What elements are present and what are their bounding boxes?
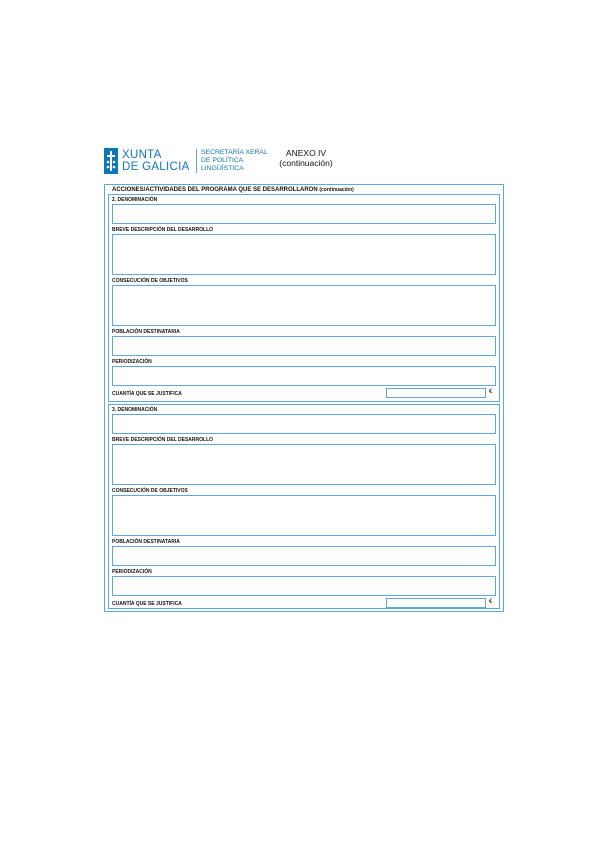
- xunta-emblem-icon: [104, 148, 118, 174]
- logo-line-1: XUNTA: [122, 149, 162, 161]
- section-title-text: ACCIONES/ACTIVIDADES DEL PROGRAMA QUE SE DESARROLLARON: [112, 187, 318, 193]
- periodizacion-field[interactable]: [112, 366, 496, 386]
- department-name: [201, 149, 268, 173]
- euro-symbol: €: [489, 389, 493, 395]
- cuantia-label: CUANTÍA QUE SE JUSTIFICA: [112, 601, 182, 607]
- objetivos-field[interactable]: [112, 285, 496, 326]
- annex-heading: [270, 149, 342, 168]
- periodizacion-label: PERIODIZACIÓN: [112, 359, 152, 365]
- poblacion-field[interactable]: [112, 546, 496, 566]
- logo-line-2: DE GALICIA: [122, 161, 190, 173]
- section-title-note: (continuación): [319, 187, 354, 193]
- euro-symbol: €: [489, 599, 493, 605]
- descripcion-label: BREVE DESCRIPCIÓN DEL DESARROLLO: [112, 227, 214, 233]
- periodizacion-label: PERIODIZACIÓN: [112, 569, 152, 575]
- denominacion-field[interactable]: [112, 204, 496, 224]
- logo-divider: [196, 149, 197, 173]
- section-title: [112, 187, 354, 193]
- cuantia-field[interactable]: [386, 598, 486, 608]
- dept-line-3: LINGÜÍSTICA: [201, 165, 244, 172]
- descripcion-label: BREVE DESCRIPCIÓN DEL DESARROLLO: [112, 437, 214, 443]
- cuantia-field[interactable]: [386, 388, 486, 398]
- objetivos-field[interactable]: [112, 495, 496, 536]
- objetivos-label: CONSECUCIÓN DE OBJETIVOS: [112, 488, 188, 494]
- dept-line-2: DE POLÍTICA: [201, 157, 244, 164]
- dept-line-1: SECRETARÍA XERAL: [201, 149, 268, 156]
- objetivos-label: CONSECUCIÓN DE OBJETIVOS: [112, 278, 188, 284]
- descripcion-field[interactable]: [112, 234, 496, 275]
- denominacion-label: 2. DENOMINACIÓN: [112, 197, 158, 203]
- periodizacion-field[interactable]: [112, 576, 496, 596]
- logo-text: [122, 149, 190, 173]
- cuantia-label: CUANTÍA QUE SE JUSTIFICA: [112, 391, 182, 397]
- poblacion-label: POBLACIÓN DESTINATARIA: [112, 539, 180, 545]
- denominacion-field[interactable]: [112, 414, 496, 434]
- descripcion-field[interactable]: [112, 444, 496, 485]
- annex-subtitle: (continuación): [279, 157, 333, 168]
- poblacion-field[interactable]: [112, 336, 496, 356]
- denominacion-label: 3. DENOMINACIÓN: [112, 407, 158, 413]
- poblacion-label: POBLACIÓN DESTINATARIA: [112, 329, 180, 335]
- annex-title: ANEXO IV: [285, 148, 327, 158]
- xunta-logo: [104, 148, 274, 176]
